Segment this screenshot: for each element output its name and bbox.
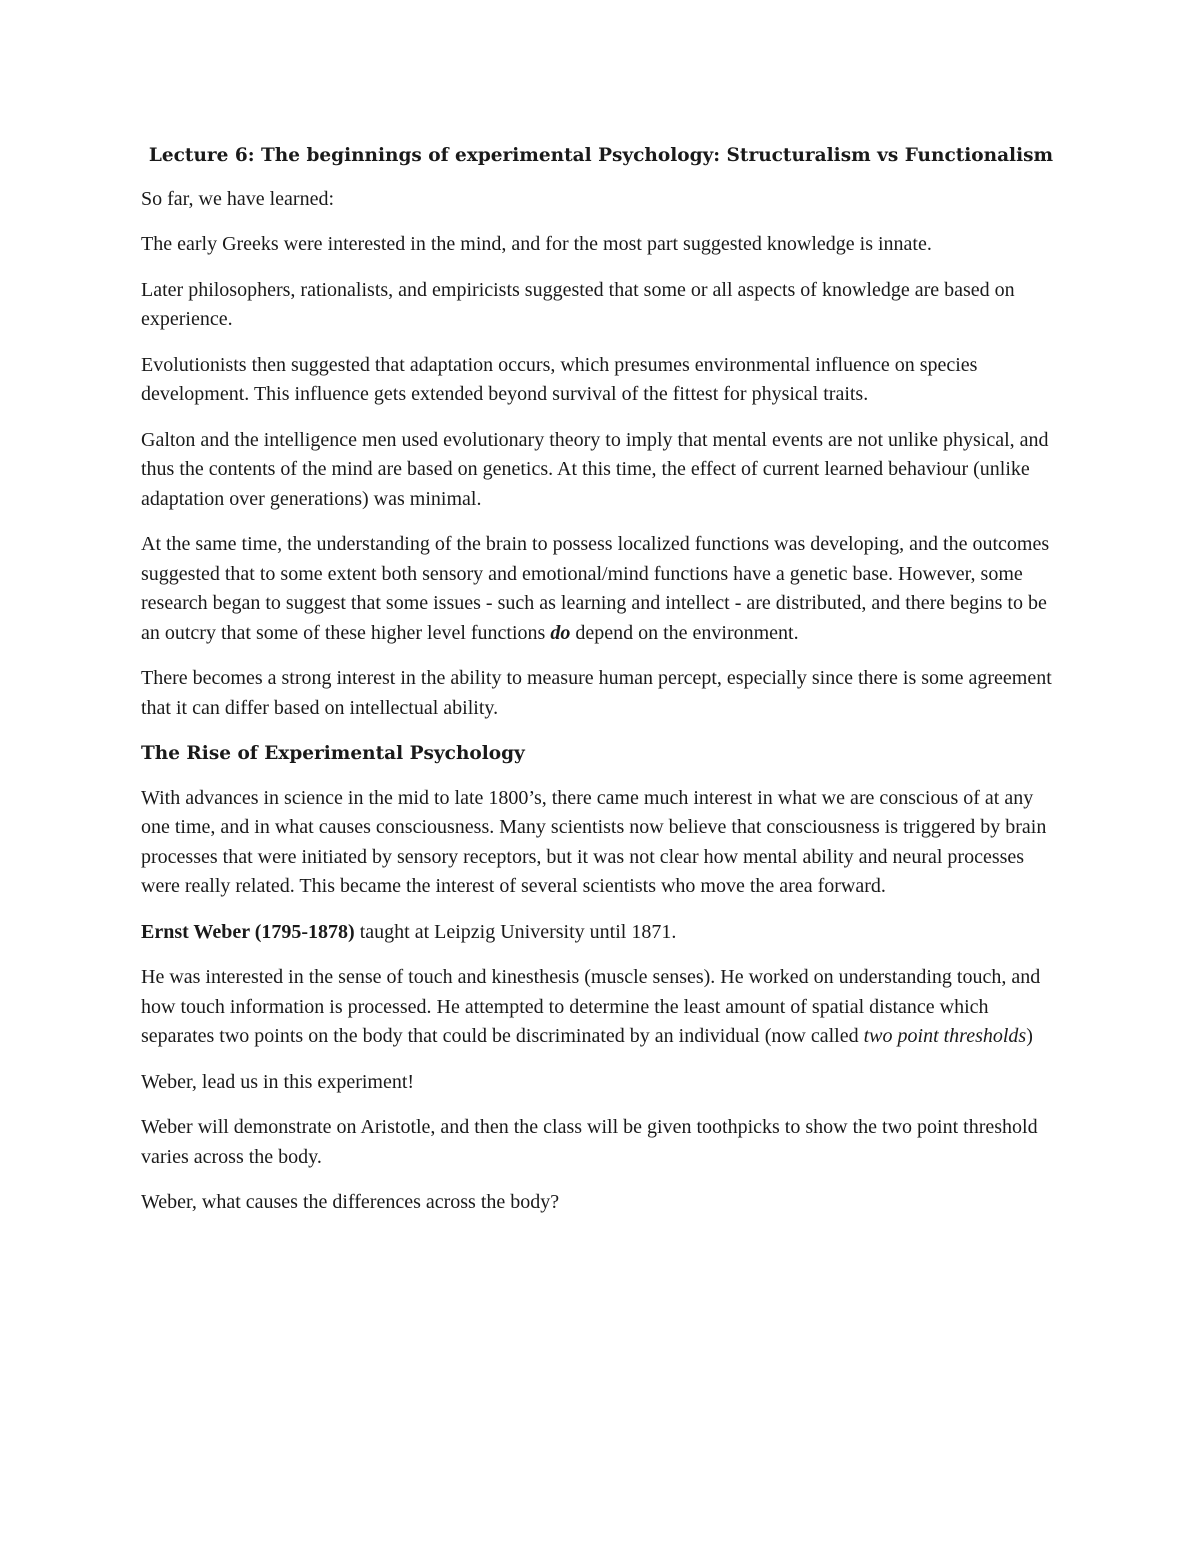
lecture-title: Lecture 6: The beginnings of experimental Psychology: Structuralism vs Functionalism [148, 145, 1054, 166]
touch-research-text-end: ) [1026, 1025, 1033, 1047]
touch-research-text: He was interested in the sense of touch and kinesthesis (muscle senses). He worked on understanding touch, and how touch information is processed. He attempted to determine the least amount of spatial distance which separates two points on the body that could be discriminated by an individual (now called [141, 966, 1041, 1047]
emphasis-do: do [550, 621, 571, 644]
paragraph-weber-question: Weber, what causes the differences across the body? [141, 1191, 560, 1213]
intro-paragraph: So far, we have learned: [141, 187, 334, 210]
weber-name: Ernst Weber (1795-1878) [141, 920, 355, 943]
paragraph-galton: Galton and the intelligence men used evolutionary theory to imply that mental events are not unlike physical, and thus the contents of the mind are based on genetics. At this time, the effect of current learned behaviour (unlike adaptation over generations) was minimal. [141, 428, 1049, 510]
paragraph-advances-in-science: With advances in science in the mid to late 1800’s, there came much interest in what we are conscious of at any one time, and in what causes consciousness. Many scientists now believe that consciousness is triggered by brain processes that were initiated by sensory receptors, but it was not clear how mental ability and neural processes were really related. This became the interest of several scientists who move the area forward. [141, 786, 1047, 897]
paragraph-brain-functions [141, 530, 1061, 648]
paragraph-weber-intro [141, 918, 1061, 948]
brain-functions-text: At the same time, the understanding of the brain to possess localized functions was developing, and the outcomes suggested that to some extent both sensory and emotional/mind functions have a genetic base. However, some research began to suggest that some issues - such as learning and intellect - are distributed, and there begins to be an outcry that some of these higher level functions [141, 533, 1050, 644]
paragraph-measure-percept: There becomes a strong interest in the ability to measure human percept, especially since there is some agreement that it can differ based on intellectual ability. [141, 667, 1052, 719]
paragraph-philosophers: Later philosophers, rationalists, and empiricists suggested that some or all aspects of knowledge are based on experience. [141, 278, 1015, 330]
paragraph-demonstration: Weber will demonstrate on Aristotle, and then the class will be given toothpicks to show the two point threshold varies across the body. [141, 1116, 1038, 1168]
brain-functions-text-end: depend on the environment. [570, 621, 799, 644]
paragraph-touch-research [141, 963, 1061, 1052]
paragraph-weber-lead: Weber, lead us in this experiment! [141, 1070, 415, 1093]
section-heading-experimental-psychology: The Rise of Experimental Psychology [141, 743, 525, 764]
emphasis-two-point-thresholds: two point thresholds [863, 1025, 1027, 1047]
paragraph-evolutionists: Evolutionists then suggested that adaptation occurs, which presumes environmental influence on species development. This influence gets extended beyond survival of the fittest for physical traits. [141, 353, 978, 405]
paragraph-greeks: The early Greeks were interested in the mind, and for the most part suggested knowledge is innate. [141, 233, 932, 255]
document-page [141, 141, 1061, 1234]
weber-intro-text: taught at Leipzig University until 1871. [354, 920, 677, 943]
